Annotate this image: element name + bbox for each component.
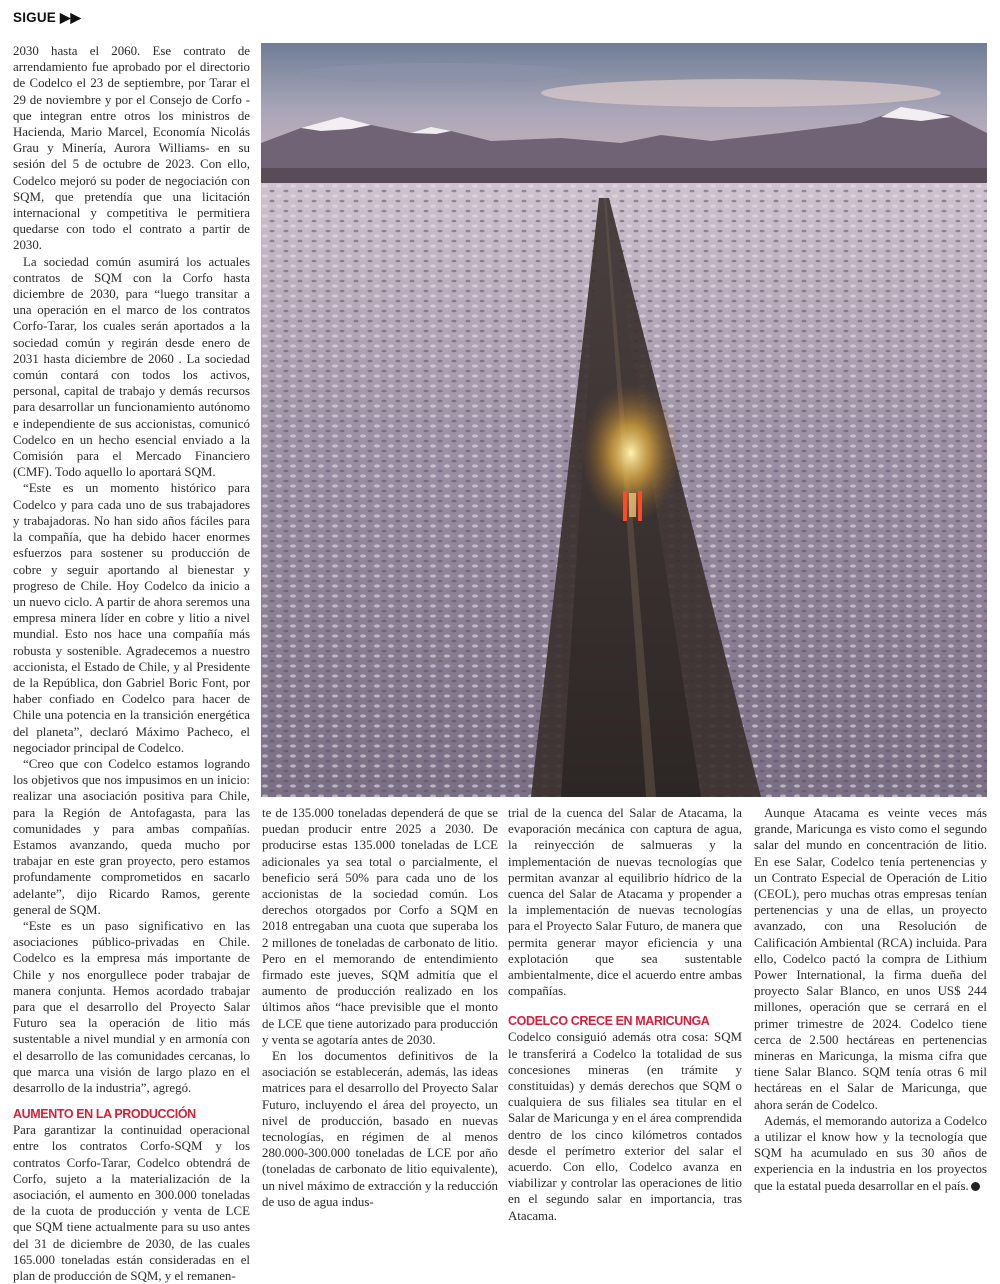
subheading: CODELCO CRECE EN MARICUNGA [508, 1014, 710, 1029]
paragraph: Aunque Atacama es veinte veces más grande, Maricunga es visto como el segundo salar del mundo en concentración de litio. En ese Salar, Codelco tenía pertenencias y un Contrato Especial de Operación de Litio (CEOL), pero muchas otras empresas tenían pertenencias y una de ellas, un proyecto avanzado, con una Resolución de Calificación Ambiental (RCA) incluida. Para ello, Codelco pactó la compra de Lithium Power International, la firma dueña del proyecto Salar Blanco, en unos US$ 244 millones, operación que se cerrará en el primer trimestre de 2024. Codelco tiene cerca de 2.500 hectáreas en pertenencias mineras en Maricunga, la misma cifra que tiene Salar Blanco. SQM tenía otras 6 mil hectáreas en el Salar de Maricunga, que ahora serán de Codelco. [754, 806, 987, 1112]
salt-flat-road-photo [261, 43, 987, 797]
article-column-4 [754, 805, 987, 1194]
subheading: AUMENTO EN LA PRODUCCIÓN [13, 1107, 196, 1122]
paragraph: 2030 hasta el 2060. Ese contrato de arrendamiento fue aprobado por el directorio de Codelco el 23 de septiembre, por Tarar el 29 de noviembre y por el Consejo de Corfo -que integran entre otros los ministros de Hacienda, Mario Marcel, Economía Nicolás Grau y Minería, Aurora Williams- en su sesión del 5 de octubre de 2023. Con ello, Codelco mejoró su poder de negociación con SQM, que pretendía que una licitación internacional y competitiva le permitiera quedarse con todo el contrato a partir de 2030. [13, 44, 250, 253]
paragraph: La sociedad común asumirá los actuales contratos de SQM con la Corfo hasta diciembre de 2030, para “luego transitar a una operación en el marco de los contratos Corfo-Tarar, los cuales serán aportados a la sociedad común y regirán desde enero de 2031 hasta diciembre de 2060 . La sociedad común contará con todos los activos, personal, capital de trabajo y demás recursos para desarrollar un funcionamiento autónomo e independiente de sus accionistas, comunicó Codelco en un hecho esencial enviado a la Comisión para el Mercado Financiero (CMF). Todo aquello lo aportará SQM. [13, 254, 250, 480]
paragraph: te de 135.000 toneladas dependerá de que se puedan producir entre 2025 a 2030. De producirse estas 135.000 toneladas de LCE adicionales ya sea total o parcialmente, el beneficio será 50% para cada uno de los accionistas de la sociedad común. Los derechos otorgados por Corfo a SQM en 2018 entregaban una cuota que superaba los 2 millones de toneladas de carbonato de litio. Pero en el memorando de entendimiento firmado este jueves, SQM admitía que el aumento de producción realizado en los últimos años “hace previsible que el monto de LCE que tiene autorizado para producción y venta se agotaría antes de 2030. [262, 806, 498, 1047]
continues-label: SIGUE ▶▶ [13, 10, 82, 25]
article-column-3 [508, 805, 742, 1224]
paragraph: Para garantizar la continuidad operacional entre los contratos Corfo-SQM y los contratos Corfo-Tarar, Codelco obtendrá de Corfo, sujeto a la materialización de la asociación, el aumento en 300.000 toneladas de la cuota de producción y venta de LCE que SQM tiene actualmente para su uso antes del 31 de diciembre de 2030, de las cuales 165.000 toneladas están consideradas en el plan de producción de SQM, y el remanen- [13, 1123, 250, 1284]
paragraph: Además, el memorando autoriza a Codelco a utilizar el know how y la tecnología que SQM ha acumulado en sus 30 años de experiencia en la industria en los proyectos que la estatal pueda desarrollar en el país. [754, 1113, 987, 1193]
article-column-1 [13, 43, 250, 1284]
paragraph: “Creo que con Codelco estamos logrando los objetivos que nos impusimos en un inicio: realizar una asociación positiva para Chile, para la Región de Antofagasta, para las comunidades y para ambas compañías. Estamos avanzando, queda mucho por trabajar en este gran proyecto, pero estamos profundamente comprometidos en sacarlo adelante”, dijo Ricardo Ramos, gerente general de SQM. [13, 756, 250, 917]
paragraph: “Este es un paso significativo en las asociaciones público-privadas en Chile. Codelco es la empresa más importante de Chile y nos enorgullece poder trabajar de manera conjunta. Hemos acordado trabajar para que el desarrollo del Proyecto Salar Futuro sea la operación de litio más sustentable a nivel mundial y en armonía con el desarrollo de las comunidades cercanas, lo que marca una visión de largo plazo en el desarrollo de la industria”, agregó. [13, 918, 250, 1095]
paragraph: Codelco consiguió además otra cosa: SQM le transferirá a Codelco la totalidad de sus concesiones mineras (en trámite y constituidas) y demás derechos que SQM o cualquiera de sus filiales sea titular en el Salar de Maricunga y en el área comprendida dentro de los cinco kilómetros contados desde el perímetro exterior del salar el acuerdo. Con ello, Codelco avanza en viabilizar y controlar las operaciones de litio en el segundo salar en importancia, tras Atacama. [508, 1030, 742, 1223]
paragraph: En los documentos definitivos de la asociación se establecerán, además, las ideas matrices para el desarrollo del Proyecto Salar Futuro, incluyendo el área del proyecto, un nivel de producción, basado en nuevas tecnologías, en régimen de al menos 280.000-300.000 toneladas de LCE por año (toneladas de carbonato de litio equivalente), un nivel máximo de extracción y la reducción de uso de agua indus- [262, 1049, 498, 1209]
end-of-article-icon [971, 1182, 980, 1191]
paragraph: trial de la cuenca del Salar de Atacama, la evaporación mecánica con captura de agua, la reinyección de salmueras y la implementación de nuevas tecnologías que permitan avanzar al equilibrio hídrico de la cuenca del Salar de Atacama y propender a la implementación de nuevas tecnologías para el Proyecto Salar Futuro, de manera que permita generar mayor eficiencia y una explotación que sea sustentable ambientalmente, dice el acuerdo entre ambas compañías. [508, 806, 742, 999]
paragraph: “Este es un momento histórico para Codelco y para cada uno de sus trabajadores y trabajadoras. No han sido años fáciles para la compañía, que ha debido hacer enormes esfuerzos para sostener su producción de cobre y seguir aportando al bienestar y progreso de Chile. Hoy Codelco da inicio a un nuevo ciclo. A partir de ahora seremos una empresa minera líder en cobre y litio a nivel mundial. Esto nos hace una compañía más robusta y sostenible. Agradecemos a nuestro accionista, el Estado de Chile, y al Presidente de la República, don Gabriel Boric Font, por haber confiado en Codelco para hacer de Chile una potencia en la transición energética del planeta”, declaró Máximo Pacheco, el negociador principal de Codelco. [13, 481, 250, 755]
article-column-2 [262, 805, 498, 1210]
